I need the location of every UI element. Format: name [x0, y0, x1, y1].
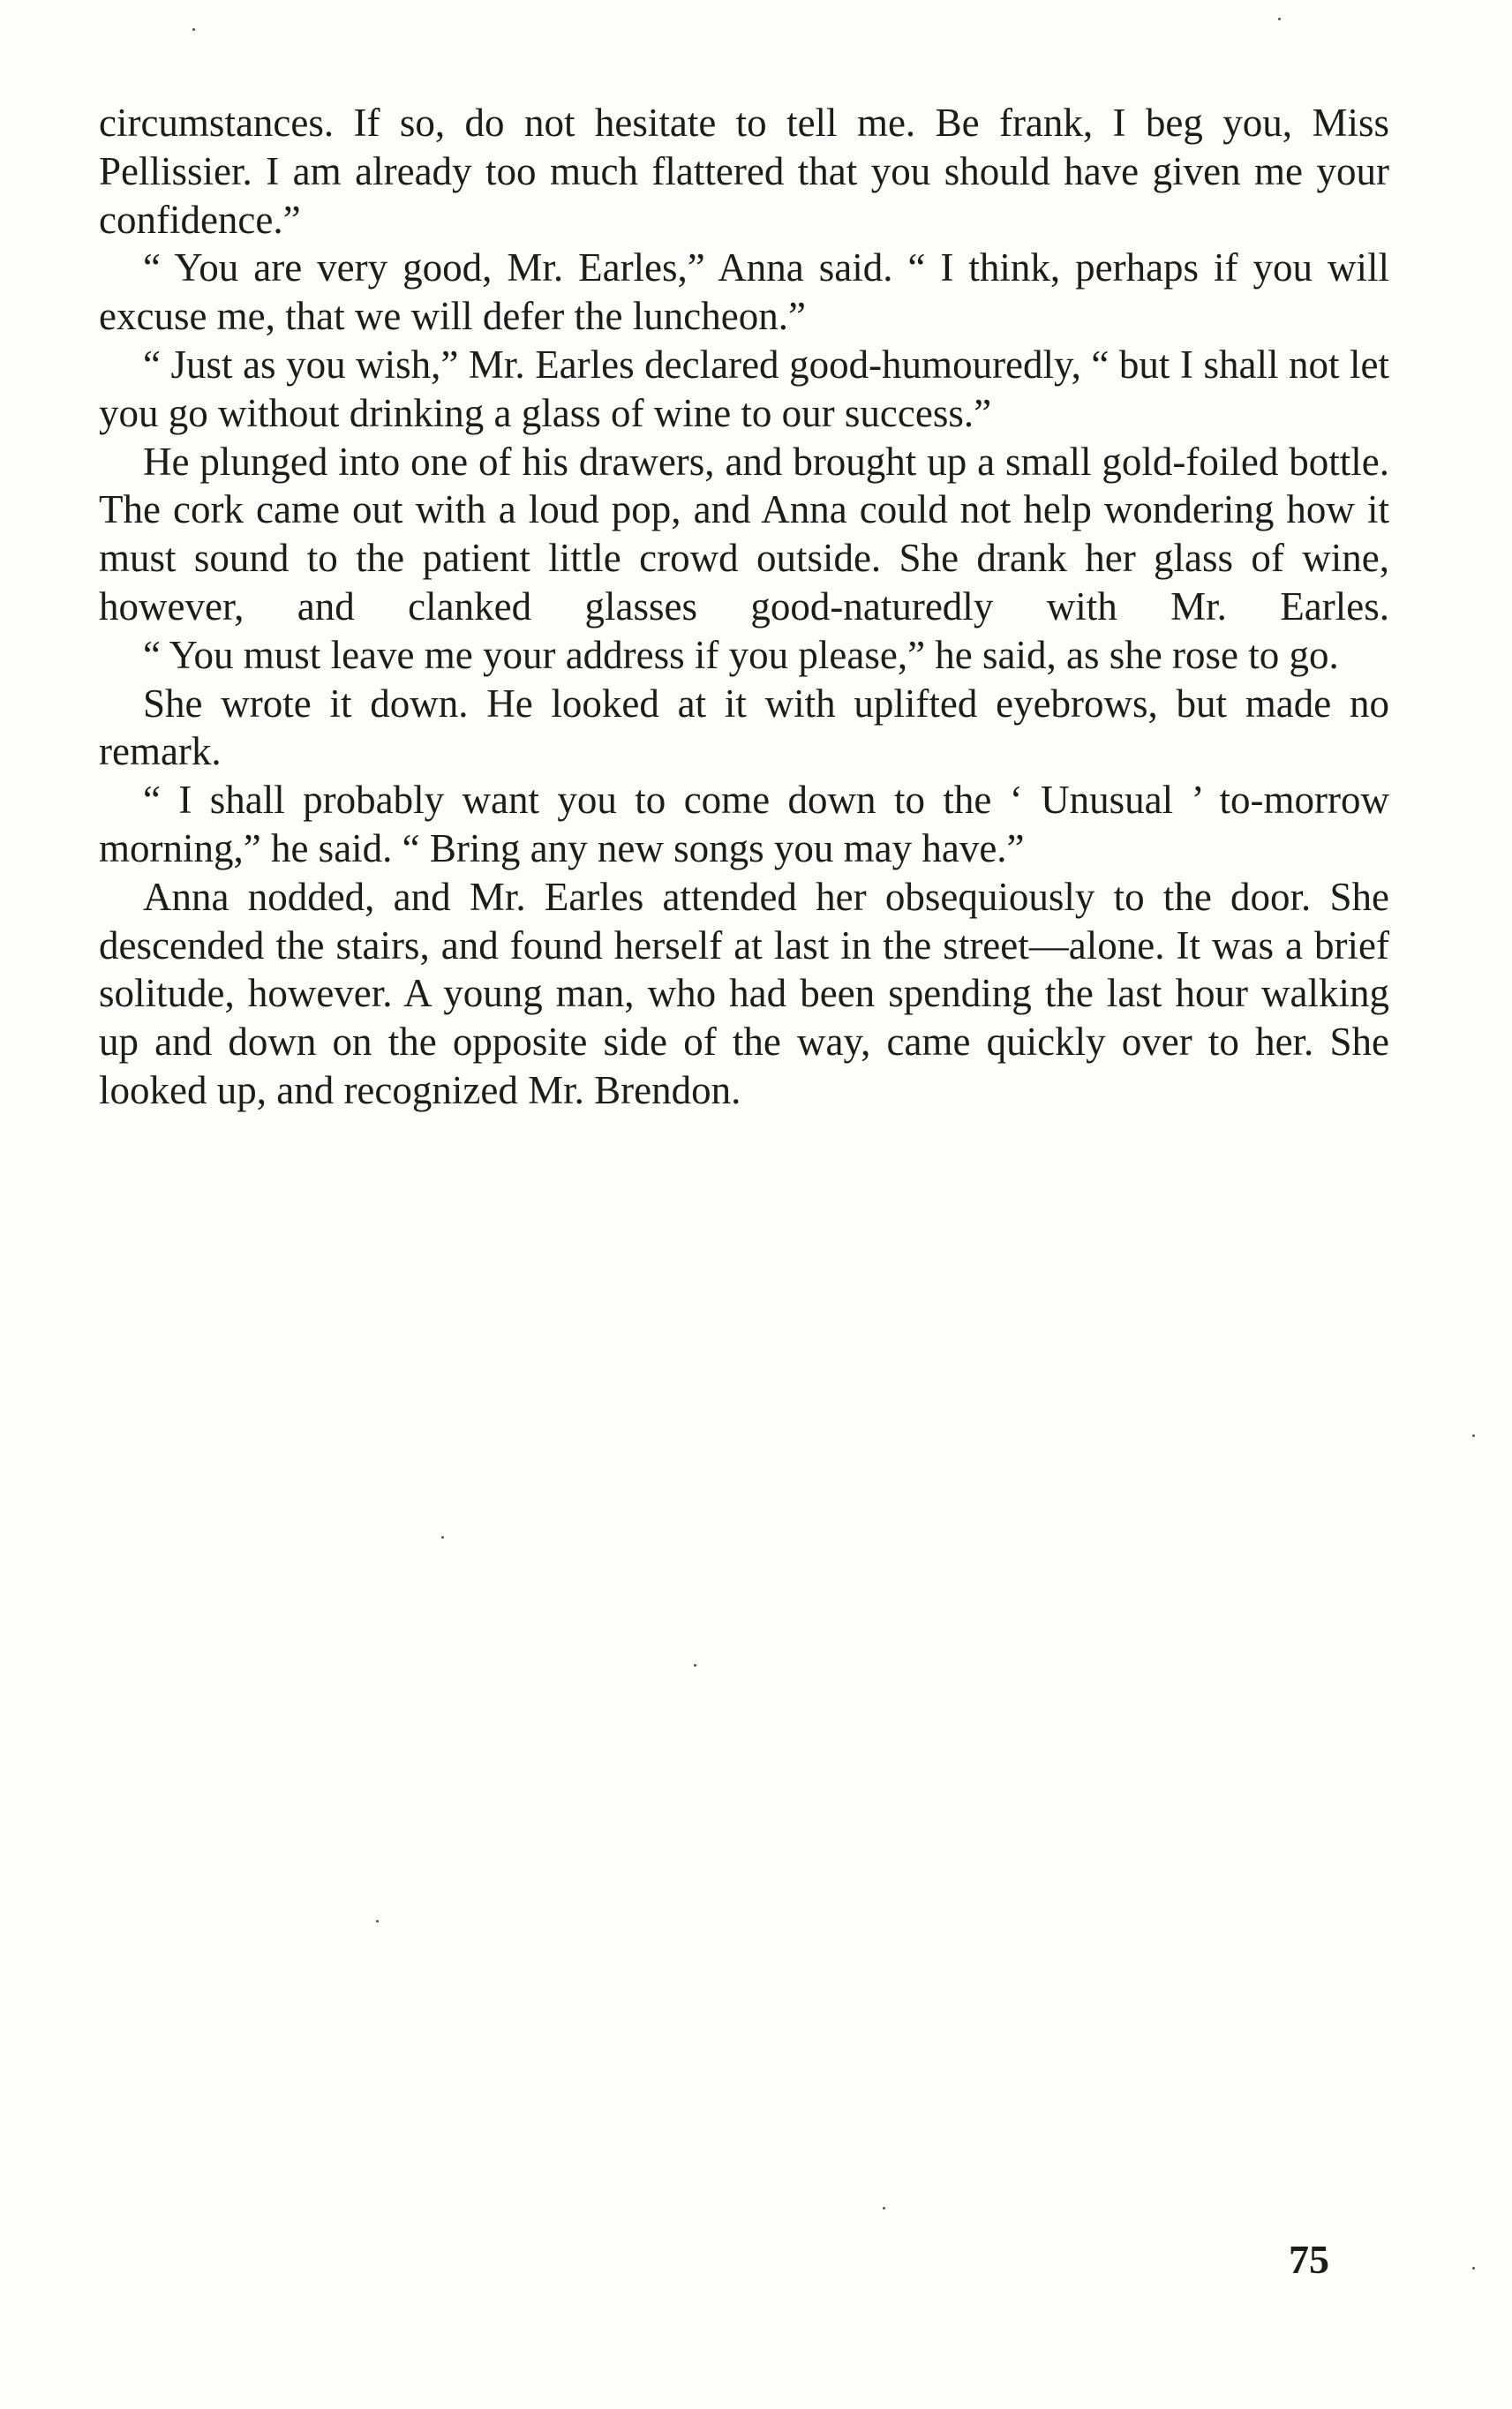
- paragraph-2: “ You are very good, Mr. Earles,” Anna said. “ I think, perhaps if you will excuse me, that we will defer the luncheon.”: [99, 245, 1389, 339]
- page-number: 75: [1289, 2237, 1329, 2282]
- paper-speck: [1472, 1434, 1475, 1437]
- paragraph-7: “ I shall probably want you to come down to the ‘ Unusual ’ to-morrow morning,” he said. “ Bring any new songs you may have.”: [99, 778, 1389, 870]
- paper-speck: [694, 1664, 696, 1667]
- paragraph-4: He plunged into one of his drawers, and brought up a small gold-foiled bottle. The cork came out with a loud pop, and Anna could not help wondering how it must sound to the patient little crowd outside. She drank her glass of wine, however, and clanked glasses good-naturedly with Mr. Earles.: [99, 439, 1389, 629]
- paper-speck: [883, 2207, 885, 2210]
- paragraph-3: “ Just as you wish,” Mr. Earles declared good-humouredly, “ but I shall not let you go without drinking a glass of wine to our success.”: [99, 342, 1389, 435]
- paper-speck: [1472, 2267, 1475, 2270]
- paper-speck: [1278, 18, 1281, 20]
- paper-speck: [192, 28, 195, 31]
- paper-speck: [376, 1920, 379, 1923]
- paragraph-1: circumstances. If so, do not hesitate to tell me. Be frank, I beg you, Miss Pellissier. I am already too much flattered that you should have given me your confidence.”: [99, 101, 1389, 242]
- body-text: [99, 99, 1389, 1115]
- paragraph-5: “ You must leave me your address if you please,” he said, as she rose to go.: [143, 632, 1339, 677]
- paragraph-8: Anna nodded, and Mr. Earles attended her obsequiously to the door. She descended the stairs, and found herself at last in the street—alone. It was a brief solitude, however. A young man, who had been spending the last hour walking up and down on the opposite side of the way, came quickly over to her. She looked up, and recognized Mr. Brendon.: [99, 874, 1389, 1112]
- paragraph-6: She wrote it down. He looked at it with uplifted eyebrows, but made no remark.: [99, 681, 1389, 774]
- paper-speck: [441, 1536, 444, 1539]
